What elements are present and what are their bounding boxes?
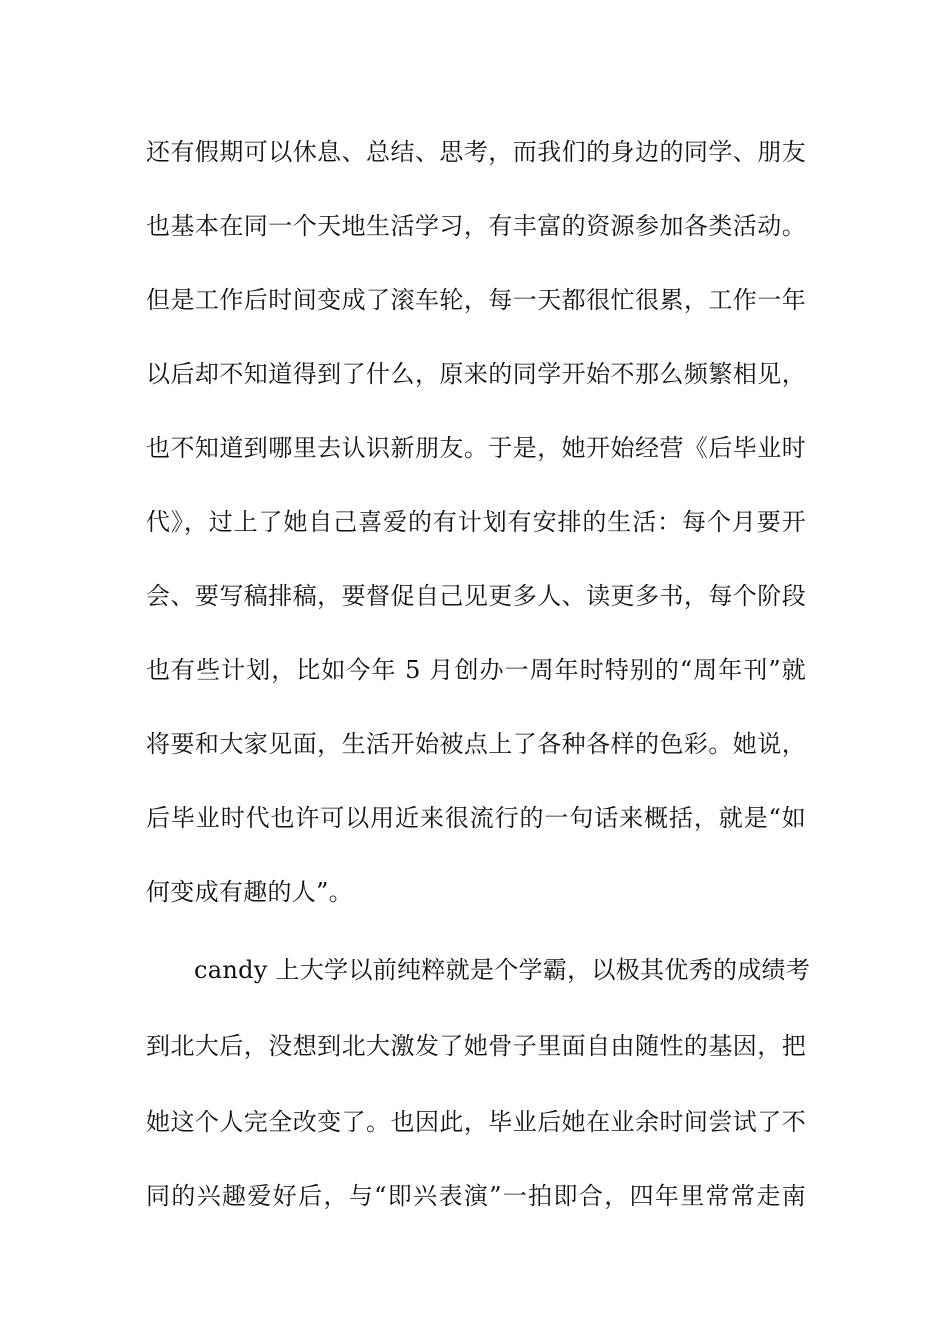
text-line-11: 何变成有趣的人”。 (146, 878, 353, 906)
text-line-5: 也不知道到哪里去认识新朋友。于是，她开始经营《后毕业时 (146, 434, 806, 462)
text-line-15: 同的兴趣爱好后，与“即兴表演”一拍即合，四年里常常走南 (146, 1182, 806, 1210)
text-line-13: 到北大后，没想到北大激发了她骨子里面自由随性的基因，把 (146, 1032, 806, 1060)
text-line-9: 将要和大家见面，生活开始被点上了各种各样的色彩。她说， (146, 730, 806, 758)
text-line-4: 以后却不知道得到了什么，原来的同学开始不那么频繁相见， (146, 360, 806, 388)
text-line-2: 也基本在同一个天地生活学习，有丰富的资源参加各类活动。 (146, 212, 806, 240)
text-line-14: 她这个人完全改变了。也因此，毕业后她在业余时间尝试了不 (146, 1108, 806, 1136)
text-line-8: 也有些计划，比如今年 5 月创办一周年时特别的“周年刊”就 (146, 656, 806, 684)
text-line-12: candy 上大学以前纯粹就是个学霸，以极其优秀的成绩考 (194, 956, 811, 984)
text-line-3: 但是工作后时间变成了滚车轮，每一天都很忙很累，工作一年 (146, 286, 806, 314)
text-line-6: 代》，过上了她自己喜爱的有计划有安排的生活：每个月要开 (146, 508, 806, 536)
text-line-10: 后毕业时代也许可以用近来很流行的一句话来概括，就是“如 (146, 804, 806, 832)
text-line-1: 还有假期可以休息、总结、思考，而我们的身边的同学、朋友 (146, 138, 806, 166)
text-line-7: 会、要写稿排稿，要督促自己见更多人、读更多书，每个阶段 (146, 582, 806, 610)
